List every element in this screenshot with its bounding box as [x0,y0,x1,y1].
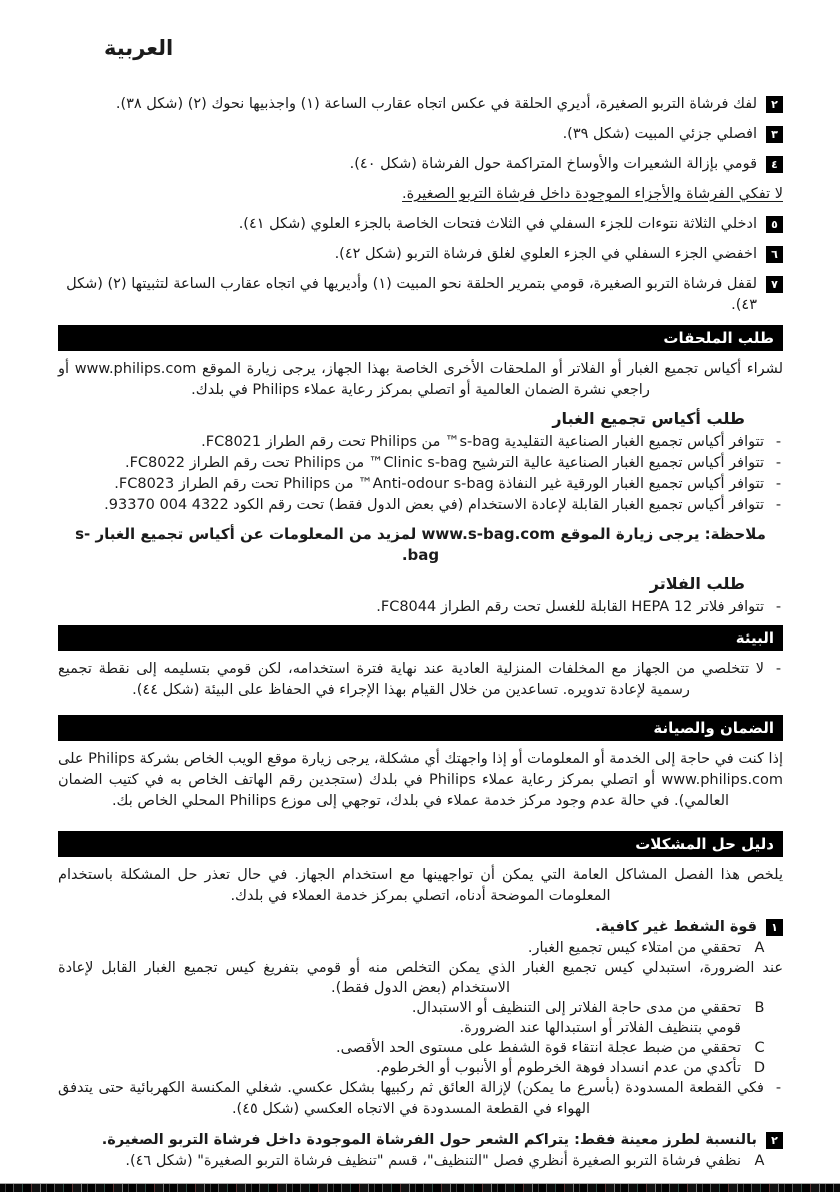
step-number-badge: ٥ [766,216,783,233]
solution-note: قومي بتنظيف الفلاتر أو استبدالها عند الضرورة. [459,1020,741,1036]
warning-text: لا تفكي الفرشاة والأجزاء الموجودة داخل فرشاة التربو الصغيرة. [402,186,783,202]
solution-row [58,1151,783,1171]
problem-title-row [58,1130,783,1151]
solution-row [58,1058,783,1078]
list-item [58,453,783,474]
assembly-steps [58,94,783,316]
step-number-badge: ٤ [766,156,783,173]
problem-number-badge: ٢ [766,1132,783,1149]
step-text: افصلي جزئي المبيت (شكل ٣٩). [562,126,757,142]
dash-bullet-icon: - [775,599,782,615]
step-number-badge: ٣ [766,126,783,143]
list-item [58,597,783,618]
page-edge-scan-artifact [0,1183,840,1192]
guarantee-text: إذا كنت في حاجة إلى الخدمة أو المعلومات أو إذا واجهتك أي مشكلة، يرجى زيارة موقع الويب الخاص بشركة Philips على www.philips.com أو اتصلي بمركز رعاية عملاء Philips في بلدك (ستجدين رقم الهاتف الخاص به في كتيب الضمان العالمي). في حالة عدم وجود مركز خدمة عملاء في بلدك، توجهي إلى موزع Philips المحلي الخاص بك. [58,751,784,809]
filter-list [58,597,783,618]
dash-bullet-icon: - [775,476,782,492]
step-text: قومي بإزالة الشعيرات والأوساخ المتراكمة حول الفرشاة (شكل ٤٠). [349,156,757,172]
list-item [58,432,783,453]
problem-title: بالنسبة لطرز معينة فقط: يتراكم الشعر حول الفرشاة الموجودة داخل فرشاة التربو الصغيرة. [101,1132,757,1148]
list-item [58,495,783,516]
section-bar-guarantee: الضمان والصيانة [58,715,783,741]
list-item-text: تتوافر فلاتر HEPA 12 القابلة للغسل تحت رقم الطراز FC8044. [376,599,764,615]
solution-text: تأكدي من عدم انسداد فوهة الخرطوم أو الأنبوب أو الخرطوم. [376,1060,741,1076]
step-item [58,124,783,145]
sbag-note: ملاحظة: يرجى زيارة الموقع www.s-bag.com لمزيد من المعلومات عن أكياس تجميع الغبار s-bag. [75,525,766,564]
step-text: ادخلي الثلاثة نتوءات للجزء السفلي في الثلاث فتحات الخاصة بالجزء العلوي (شكل ٤١). [238,216,757,232]
step-item [58,214,783,235]
dash-bullet-icon: - [775,497,782,513]
dash-bullet-icon: - [775,434,782,450]
step-text: لقفل فرشاة التربو الصغيرة، قومي بتمرير الحلقة نحو المبيت (١) وأديريها في اتجاه عقارب الساعة لتثبيتها (٢) (شكل ٤٣). [66,276,757,313]
filters-subheading: طلب الفلاتر [649,574,745,593]
solution-letter: A [754,940,765,956]
dash-bullet-icon: - [775,455,782,471]
step-number-badge: ٧ [766,276,783,293]
solution-text: تحققي من ضبط عجلة انتقاء قوة الشفط على مستوى الحد الأقصى. [336,1040,741,1056]
solution-row [58,938,783,958]
solution-letter: B [754,1000,765,1016]
troubleshooting-intro: يلخص هذا الفصل المشاكل العامة التي يمكن أن تواجهينها مع استخدام الجهاز. في حال تعذر حل المشكلة باستخدام المعلومات الموضحة أدناه، اتصلي بمركز خدمة العملاء في بلدك. [58,867,783,904]
step-item [58,94,783,115]
solution-letter: D [753,1060,766,1076]
solution-text: تحققي من مدى حاجة الفلاتر إلى التنظيف أو الاستبدال. [411,1000,741,1016]
step-item [58,154,783,175]
list-item [58,474,783,495]
step-number-badge: ٦ [766,246,783,263]
dustbag-list [58,432,783,516]
dash-bullet-icon: - [775,661,782,677]
section-bar-troubleshooting: دليل حل المشكلات [58,831,783,857]
solution-text: تحققي من امتلاء كيس تجميع الغبار. [527,940,741,956]
environment-text: لا تتخلصي من الجهاز مع المخلفات المنزلية العادية عند نهاية فترة استخدامه، لكن قومي بتسليمه إلى نقطة تجميع رسمية لإعادة تدويره. تساعدين من خلال القيام بهذا الإجراء في الحفاظ على البيئة (شكل ٤٤). [58,661,764,698]
step-text: اخفضي الجزء السفلي في الجزء العلوي لغلق فرشاة التربو (شكل ٤٢). [334,246,757,262]
dash-bullet-icon: - [775,1080,782,1096]
language-header: العربية [104,36,174,60]
solution-letter: C [754,1040,765,1056]
step-item [58,274,783,316]
environment-item [58,659,783,701]
step-text: لفك فرشاة التربو الصغيرة، أديري الحلقة في عكس اتجاه عقارب الساعة (١) واجذبيها نحوك (٢) (شكل ٣٨). [115,96,757,112]
list-item-text: تتوافر أكياس تجميع الغبار الصناعية التقليدية s-bag™ من Philips تحت رقم الطراز FC8021. [201,434,764,450]
list-item-text: تتوافر أكياس تجميع الغبار القابلة لإعادة الاستخدام (في بعض الدول فقط) تحت رقم الكود 4322 004 93370. [104,497,764,513]
solution-letter: A [754,1153,765,1169]
step-number-badge: ٢ [766,96,783,113]
accessories-intro: لشراء أكياس تجميع الغبار أو الفلاتر أو الملحقات الأخرى الخاصة بهذا الجهاز، يرجى زيارة الموقع www.philips.com أو راجعي نشرة الضمان العالمية أو اتصلي بمركز رعاية عملاء Philips في بلدك. [58,361,783,398]
list-item-text: تتوافر أكياس تجميع الغبار الورقية غير النفاذة Anti-odour s-bag™ من Philips تحت رقم الطراز FC8023. [114,476,764,492]
problem-title-row [58,917,783,938]
page-content [58,0,783,1171]
solution-note: عند الضرورة، استبدلي كيس تجميع الغبار الذي يمكن التخلص منه أو قومي بتفريغ كيس تجميع الغبار القابل لإعادة الاستخدام (بعض الدول فقط). [58,960,783,996]
solution-text: فكي القطعة المسدودة (بأسرع ما يمكن) لإزالة العائق ثم ركبيها بشكل عكسي. شغلي المكنسة الكهربائية حتى يتدفق الهواء في القطعة المسدودة في الاتجاه العكسي (شكل ٤٥). [58,1080,764,1117]
troubleshooting-list [58,917,783,1171]
problem-title: قوة الشفط غير كافية. [595,919,757,935]
solution-row [58,998,783,1018]
list-item-text: تتوافر أكياس تجميع الغبار الصناعية عالية الترشيح Clinic s-bag™ من Philips تحت رقم الطراز FC8022. [124,455,764,471]
step-item [58,244,783,265]
solution-dash-row [58,1078,783,1120]
solution-text: نظفي فرشاة التربو الصغيرة أنظري فصل "التنظيف"، قسم "تنظيف فرشاة التربو الصغيرة" (شكل ٤٦). [125,1153,741,1169]
problem-number-badge: ١ [766,919,783,936]
solution-row [58,1038,783,1058]
dustbags-subheading: طلب أكياس تجميع الغبار [552,409,745,428]
section-bar-accessories: طلب الملحقات [58,325,783,351]
section-bar-environment: البيئة [58,625,783,651]
